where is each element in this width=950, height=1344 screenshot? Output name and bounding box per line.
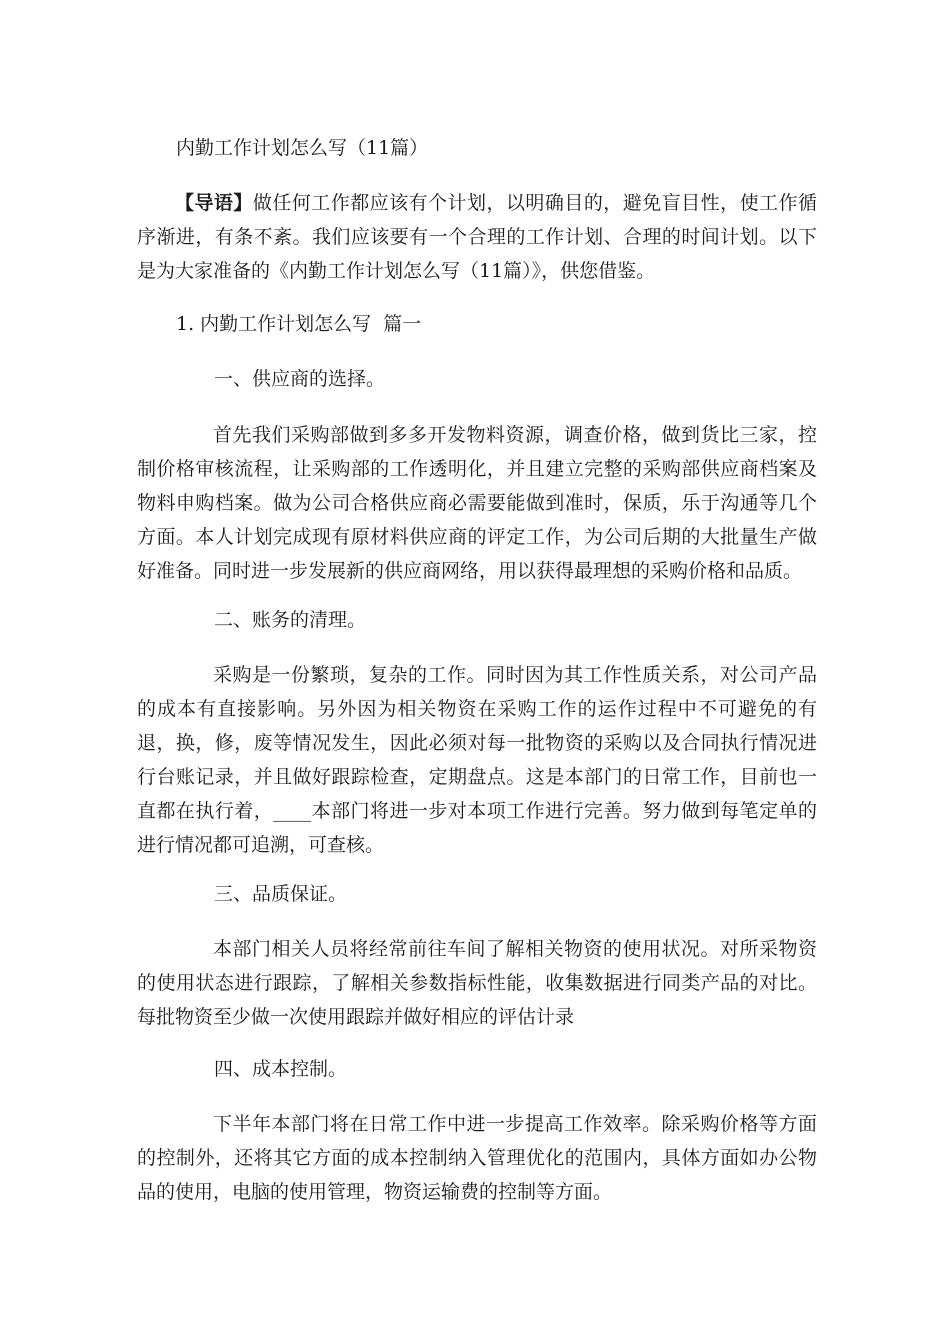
section-body-4-text: 下半年本部门将在日常工作中进一步提高工作效率。除采购价格等方面的控制外，还将其它方面的成本控制纳入管理优化的范围内，具体方面如办公物品的使用，电脑的使用管理，物资运输费的控制等方面。 — [137, 1113, 817, 1203]
section-heading-4: 四、成本控制。 — [214, 1058, 348, 1080]
section-body-1-text: 首先我们采购部做到多多开发物料资源，调查价格，做到货比三家，控制价格审核流程，让采购部的工作透明化，并且建立完整的采购部供应商档案及物料申购档案。做为公司合格供应商必需要能做到准时，保质，乐于沟通等几个方面。本人计划完成现有原材料供应商的评定工作，为公司后期的大批量生产做好准备。同时进一步发展新的供应商网络，用以获得最理想的采购价格和品质。 — [137, 424, 817, 582]
section-body-2 — [137, 658, 817, 862]
section-body-3-text: 本部门相关人员将经常前往车间了解相关物资的使用状况。对所采物资的使用状态进行跟踪，了解相关参数指标性能，收集数据进行同类产品的对比。每批物资至少做一次使用跟踪并做好相应的评估计录 — [137, 938, 817, 1028]
section-heading-2: 二、账务的清理。 — [214, 609, 367, 631]
section-body-3 — [137, 932, 817, 1034]
section-body-4 — [137, 1107, 817, 1209]
intro-paragraph — [137, 186, 817, 288]
intro-label: 【导语】 — [175, 192, 253, 214]
section-heading-3: 三、品质保证。 — [214, 883, 348, 905]
section-body-2-text: 采购是一份繁琐，复杂的工作。同时因为其工作性质关系，对公司产品的成本有直接影响。另外因为相关物资在采购工作的运作过程中不可避免的有退，换，修，废等情况发生，因此必须对每一批物资的采购以及合同执行情况进行台账记录，并且做好跟踪检查，定期盘点。这是本部门的日常工作，目前也一直都在执行着，____本部门将进一步对本项工作进行完善。努力做到每笔定单的进行情况都可追溯，可查核。 — [137, 664, 817, 856]
document-title: 内勤工作计划怎么写（11篇） — [176, 137, 429, 159]
section-body-1 — [137, 418, 817, 588]
intro-text: 做任何工作都应该有个计划，以明确目的，避免盲目性，使工作循序渐进，有条不紊。我们应该要有一个合理的工作计划、合理的时间计划。以下是为大家准备的《内勤工作计划怎么写（11篇）》，供您借鉴。 — [137, 192, 817, 282]
article-heading: 1. 内勤工作计划怎么写 篇一 — [176, 313, 422, 335]
section-heading-1: 一、供应商的选择。 — [214, 368, 386, 390]
